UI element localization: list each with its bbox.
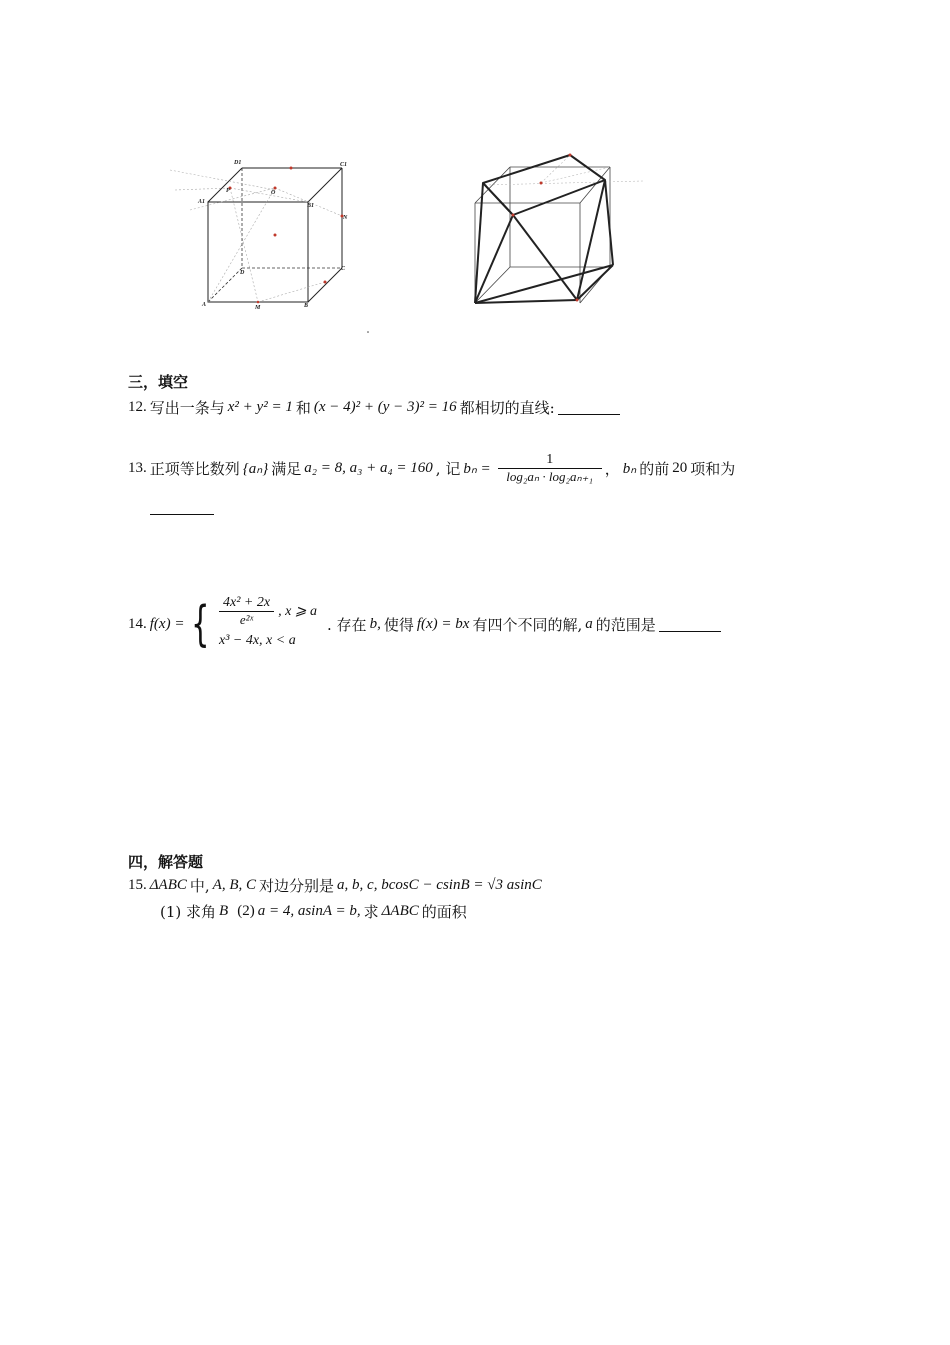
question-13 (128, 452, 738, 485)
q13-answer-line (150, 500, 217, 515)
question-15 (128, 875, 545, 896)
q13-text3: , 记 (435, 460, 461, 478)
q15-part1: (1) 求角 (160, 903, 217, 921)
q13-number: 13. (128, 460, 147, 476)
q13-n20: 20 (672, 460, 688, 476)
q15-angle-b: B (219, 903, 229, 919)
q12-and: 和 (295, 399, 311, 417)
q15-angles: A, B, C (212, 877, 257, 893)
label-m: M (255, 305, 261, 311)
q14-text4: 的范围是 (595, 615, 656, 634)
q13-frac-num: 1 (498, 452, 602, 469)
q13-text1: 正项等比数列 (149, 460, 240, 478)
q12-text1: 写出一条与 (149, 399, 225, 417)
label-b: B (304, 303, 309, 309)
q12-text2: 都相切的直线: (459, 399, 555, 417)
q12-number: 12. (128, 399, 147, 415)
question-15-parts (160, 901, 470, 922)
q13-answer-blank[interactable] (150, 500, 214, 515)
q15-part2: (2) (237, 903, 255, 919)
q13-seq: {aₙ} (242, 461, 269, 477)
q14-b: b, (369, 615, 381, 632)
section4-title: 四，解答题 (128, 853, 204, 871)
cube-figure (160, 150, 370, 340)
q14-frac-num: 4x² + 2x (219, 595, 274, 612)
label-c: C (341, 266, 346, 272)
q15-text1: 中, (189, 877, 210, 895)
question-12 (128, 397, 623, 418)
label-a1: A1 (198, 199, 206, 205)
question-14 (128, 594, 724, 654)
q14-frac-den: e²ˣ (239, 611, 254, 627)
label-n: N (343, 215, 348, 221)
q14-brace: { (191, 596, 210, 652)
label-p: P (226, 188, 230, 194)
q13-frac-den: log₂aₙ · log₂aₙ₊₁ (506, 469, 594, 484)
q14-number: 14. (128, 615, 147, 632)
q14-text3: 有四个不同的解, (472, 615, 583, 634)
q13-bn: bₙ = (463, 461, 491, 477)
q13-text2: 满足 (271, 460, 302, 478)
q14-a: a (585, 615, 593, 632)
label-d: D (240, 270, 245, 276)
q14-case2: x³ − 4x, x < a (218, 633, 296, 648)
label-c1: C1 (340, 162, 348, 168)
q14-cond1: , x ⩾ a (278, 603, 318, 619)
q15-condition: a = 4, asinA = b, (257, 903, 361, 919)
q14-fx: f(x) = (149, 615, 185, 632)
q14-fraction (219, 595, 274, 628)
q14-cases (219, 594, 317, 654)
q14-answer-blank[interactable] (659, 617, 721, 632)
label-a: A (202, 302, 207, 308)
q15-text2: 对边分别是 (259, 877, 335, 895)
q12-circle2: (x − 4)² + (y − 3)² = 16 (313, 399, 457, 415)
label-b1: B1 (307, 203, 315, 209)
q13-fraction (498, 452, 602, 485)
label-d1: D1 (234, 160, 242, 166)
q15-text4: 的面积 (421, 903, 467, 921)
q14-text2: 使得 (383, 615, 414, 634)
q15-text3: 求 (363, 903, 379, 921)
q15-number: 15. (128, 877, 147, 893)
polyhedron-figure (465, 145, 645, 310)
q15-equation: a, b, c, bcosC − csinB = √3 asinC (337, 877, 542, 893)
q13-condition: a₂ = 8, a₃ + a₄ = 160 (304, 460, 433, 476)
q12-circle1: x² + y² = 1 (227, 399, 293, 415)
q13-text5: 的前 (639, 460, 670, 478)
q14-text1: . 存在 (327, 615, 367, 634)
section3-title: 三，填空 (128, 373, 189, 391)
q13-text4: ， (604, 460, 620, 478)
q14-eq: f(x) = bx (416, 615, 470, 632)
q12-answer-blank[interactable] (558, 400, 620, 415)
q15-triangle: ΔABC (149, 877, 187, 893)
q13-bn2: bₙ (622, 461, 637, 477)
label-o: O (271, 190, 276, 196)
q15-triangle2: ΔABC (381, 903, 419, 919)
q13-text6: 项和为 (690, 460, 736, 478)
